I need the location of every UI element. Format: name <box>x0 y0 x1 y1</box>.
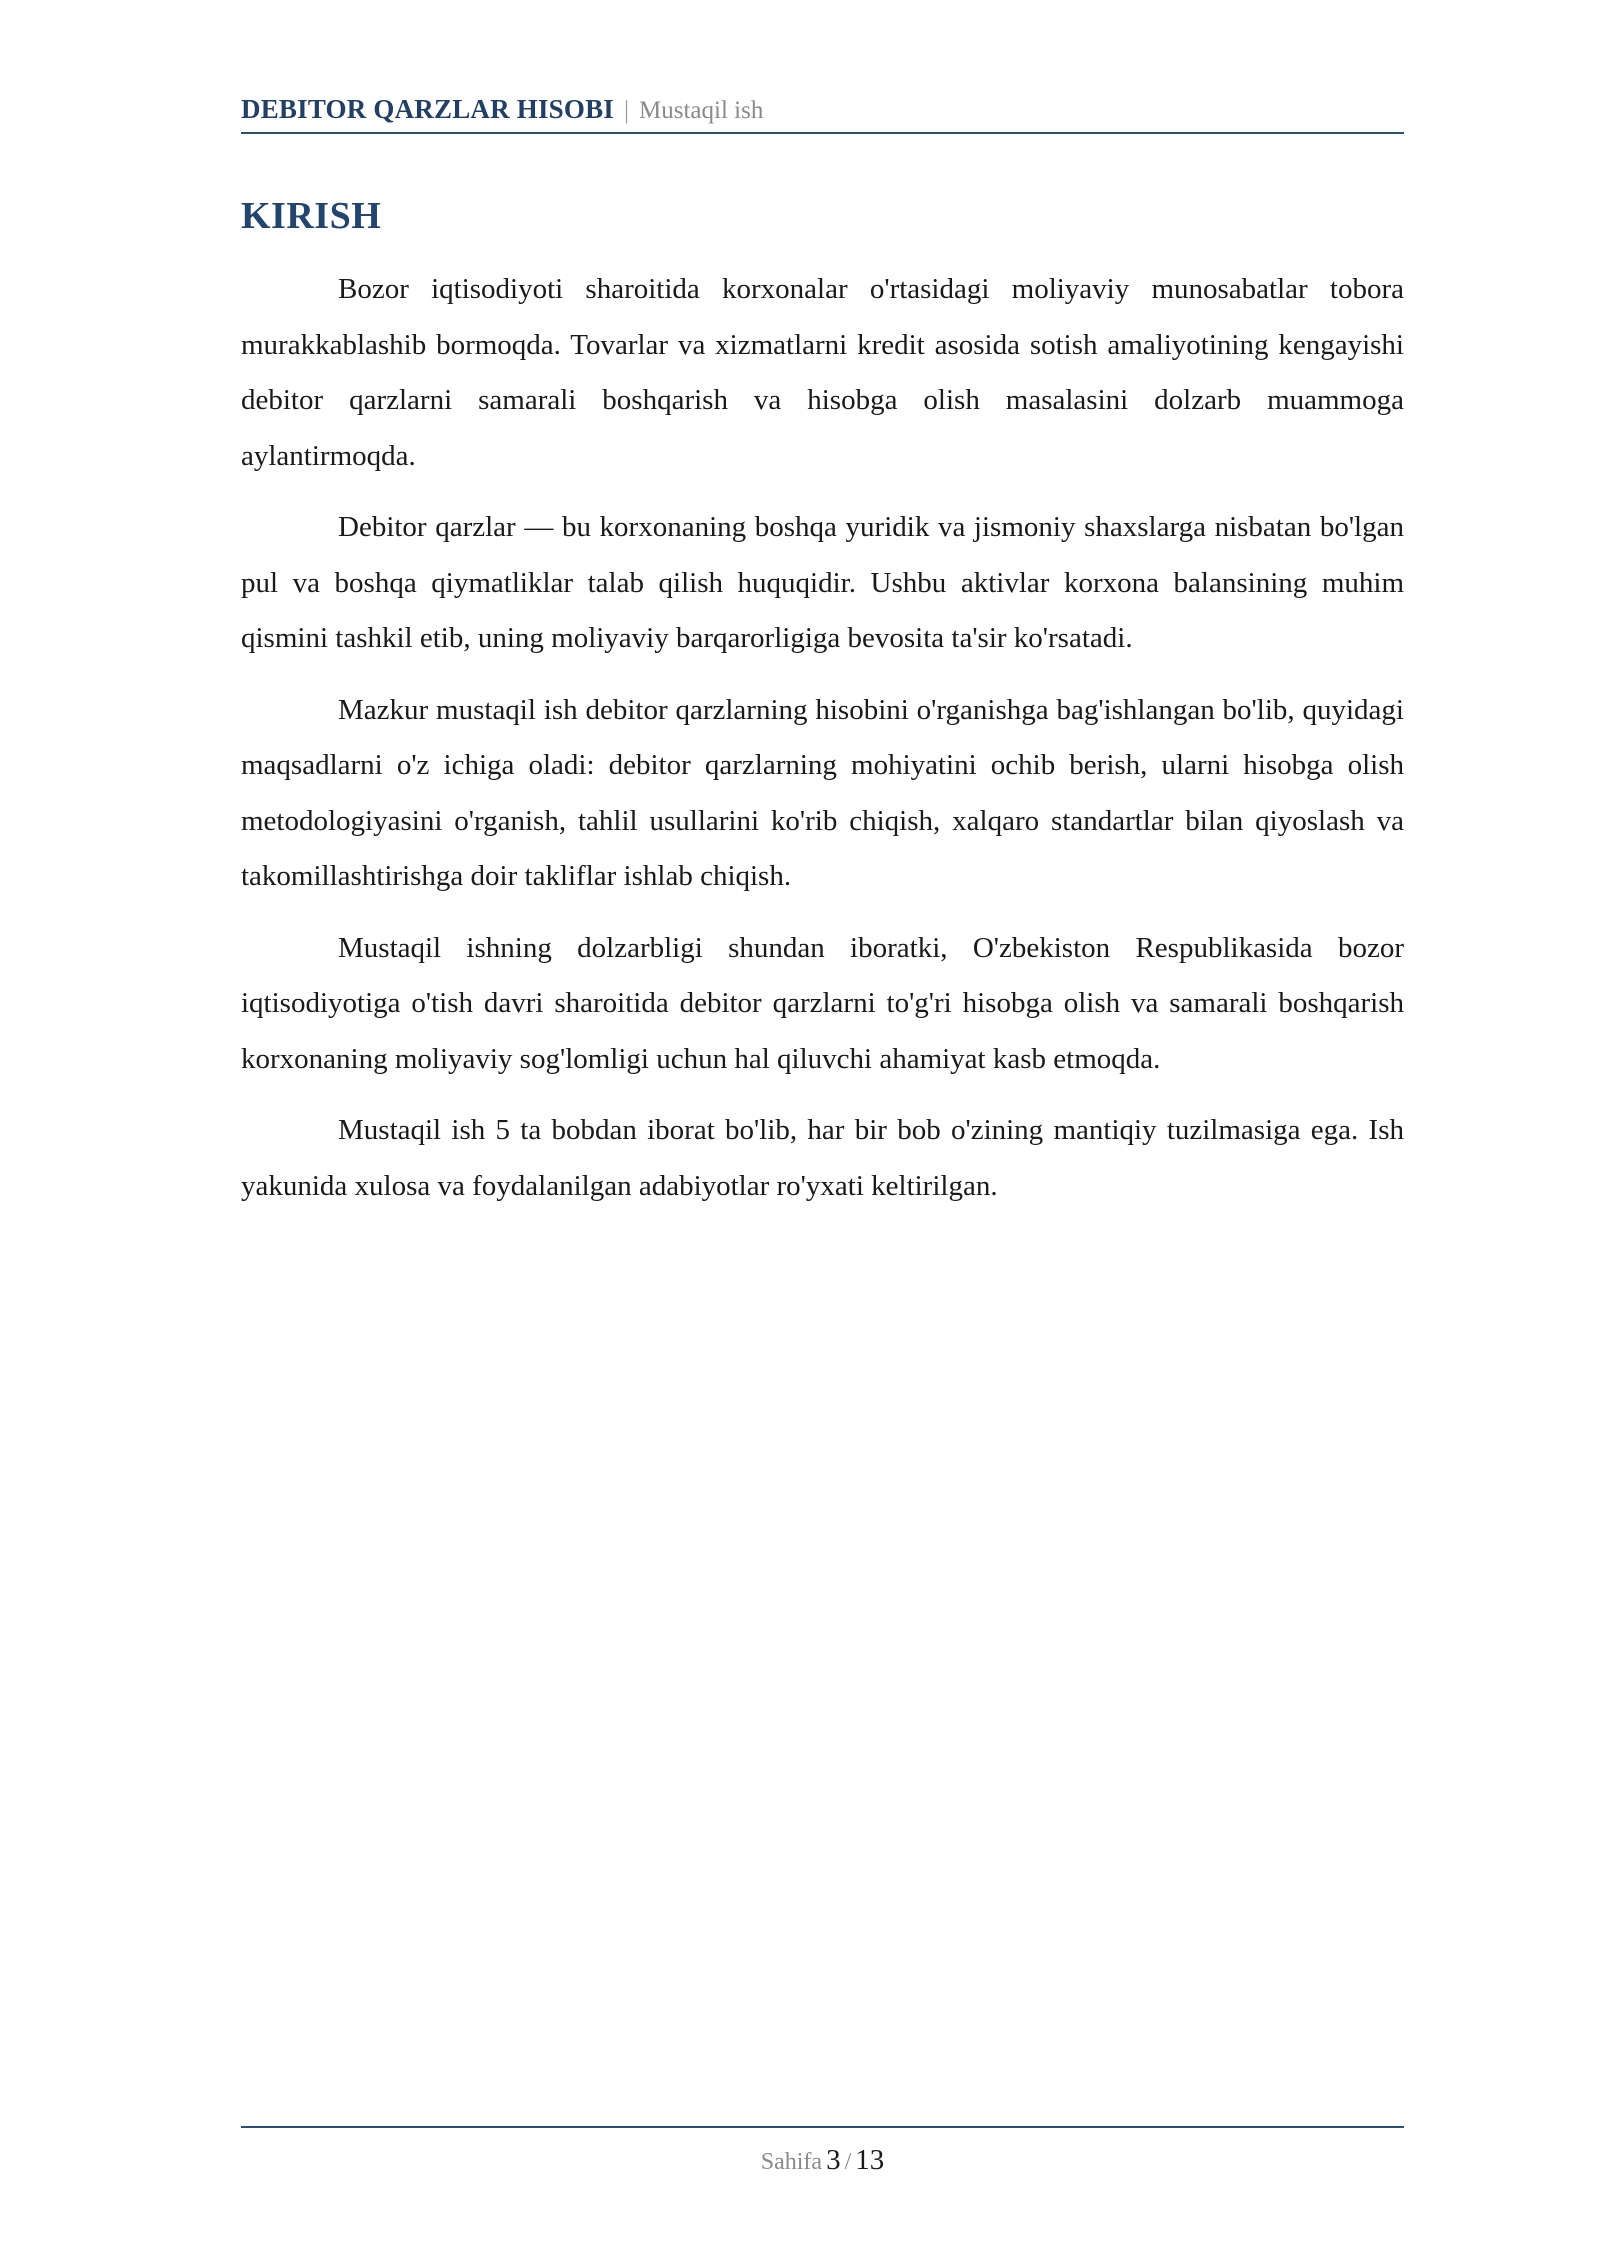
page-number-label: Sahifa <box>760 2149 823 2175</box>
paragraph-2: Debitor qarzlar — bu korxonaning boshqa yuridik va jismoniy shaxslarga nisbatan bo'lgan pul va boshqa qiymatliklar talab qilish huquqidir. Ushbu aktivlar korxona balansining muhim qismini tashkil etib, uning moliyaviy barqarorligiga bevosita ta'sir ko'rsatadi. <box>241 511 1404 654</box>
current-page-number: 3 <box>826 2144 841 2176</box>
document-title: DEBITOR QARZLAR HISOBI <box>241 94 615 124</box>
section-title: KIRISH <box>241 195 382 237</box>
page-number-separator: / <box>844 2149 852 2175</box>
paragraph-3: Mazkur mustaqil ish debitor qarzlarning hisobini o'rganishga bag'ishlangan bo'lib, quyidagi maqsadlarni o'z ichiga oladi: debitor qarzlarning mohiyatini ochib berish, ularni hisobga olish metodologiyasini o'rganish, tahlil usullarini ko'rib chiqish, xalqaro standartlar bilan qiyoslash va takomillashtirishga doir takliflar ishlab chiqish. <box>241 693 1404 892</box>
section-body <box>241 262 1404 1230</box>
page-header <box>241 94 1404 134</box>
total-pages-number: 13 <box>855 2144 885 2176</box>
paragraph-4: Mustaqil ishning dolzarbligi shundan iboratki, O'zbekiston Respublikasida bozor iqtisodiyotiga o'tish davri sharoitida debitor qarzlarni to'g'ri hisobga olish va samarali boshqarish korxonaning moliyaviy sog'lomligi uchun hal qiluvchi ahamiyat kasb etmoqda. <box>241 931 1404 1075</box>
page-footer <box>241 2126 1404 2177</box>
header-separator: | <box>624 97 630 124</box>
paragraph-5: Mustaqil ish 5 ta bobdan iborat bo'lib, har bir bob o'zining mantiqiy tuzilmasiga ega. Ish yakunida xulosa va foydalanilgan adabiyotlar ro'yxati keltirilgan. <box>241 1114 1404 1202</box>
document-subtitle: Mustaqil ish <box>639 97 764 124</box>
paragraph-1: Bozor iqtisodiyoti sharoitida korxonalar o'rtasidagi moliyaviy munosabatlar tobora murakkablashib bormoqda. Tovarlar va xizmatlarni kredit asosida sotish amaliyotining kengayishi debitor qarzlarni samarali boshqarish va hisobga olish masalasini dolzarb muammoga aylantirmoqda. <box>241 273 1404 472</box>
